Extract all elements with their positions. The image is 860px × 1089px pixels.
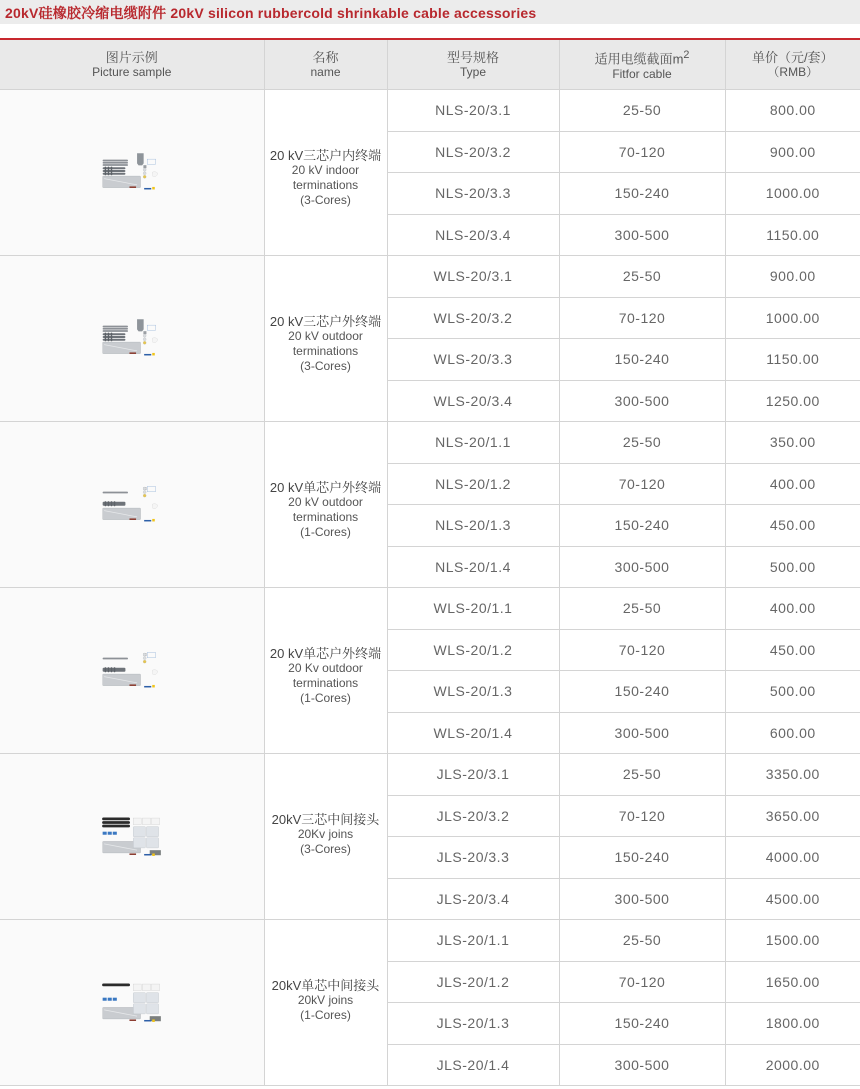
title-bar: [0, 0, 860, 24]
unit-price: 2000.00: [725, 1044, 860, 1086]
unit-price: 450.00: [725, 629, 860, 671]
product-name-en: 20Kv joins: [297, 827, 354, 841]
cable-section: 70-120: [559, 961, 725, 1003]
model-type: NLS-20/3.4: [387, 214, 559, 256]
model-type: NLS-20/3.2: [387, 131, 559, 173]
unit-price: 1000.00: [725, 297, 860, 339]
product-name-zh: 20kV单芯中间接头: [271, 978, 380, 993]
model-type: WLS-20/1.2: [387, 629, 559, 671]
product-name-en: terminations: [292, 510, 359, 524]
unit-price: 450.00: [725, 505, 860, 547]
model-type: JLS-20/3.1: [387, 754, 559, 796]
product-name-en: (3-Cores): [300, 359, 351, 373]
col-header-price: 单价（元/套） （RMB）: [725, 40, 860, 90]
product-name-zh: 20 kV三芯户内终端: [269, 148, 382, 163]
cable-section: 25-50: [559, 754, 725, 796]
unit-price: 3350.00: [725, 754, 860, 796]
product-photo: [0, 920, 264, 1086]
cable-section: 150-240: [559, 339, 725, 381]
unit-price: 400.00: [725, 588, 860, 630]
page-title: 20kV硅橡胶冷缩电缆附件 20kV silicon rubbercold shrinkable cable accessories: [5, 5, 537, 21]
table-body: [0, 90, 860, 1086]
cable-section: 70-120: [559, 629, 725, 671]
unit-price: 1650.00: [725, 961, 860, 1003]
model-type: WLS-20/3.1: [387, 256, 559, 298]
table-header-row: [0, 40, 860, 90]
table-row: [0, 920, 860, 962]
unit-price: 3650.00: [725, 795, 860, 837]
product-name: [264, 90, 387, 256]
product-name-en: (3-Cores): [300, 842, 351, 856]
model-type: WLS-20/1.4: [387, 712, 559, 754]
product-name-zh: 20 kV单芯户外终端: [269, 480, 382, 495]
cable-section: 300-500: [559, 1044, 725, 1086]
model-type: JLS-20/1.4: [387, 1044, 559, 1086]
cable-section: 25-50: [559, 588, 725, 630]
model-type: WLS-20/3.4: [387, 380, 559, 422]
model-type: NLS-20/1.2: [387, 463, 559, 505]
product-name-en: 20kV joins: [297, 993, 354, 1007]
model-type: JLS-20/3.2: [387, 795, 559, 837]
table-row: [0, 422, 860, 464]
price-table: [0, 40, 860, 1086]
model-type: WLS-20/1.3: [387, 671, 559, 713]
cable-section: 150-240: [559, 173, 725, 215]
model-type: JLS-20/1.1: [387, 920, 559, 962]
model-type: NLS-20/3.3: [387, 173, 559, 215]
unit-price: 900.00: [725, 131, 860, 173]
product-name: [264, 754, 387, 920]
product-name-en: 20 kV indoor: [291, 163, 360, 177]
cable-section: 25-50: [559, 920, 725, 962]
model-type: NLS-20/1.4: [387, 546, 559, 588]
model-type: JLS-20/1.2: [387, 961, 559, 1003]
unit-price: 500.00: [725, 546, 860, 588]
unit-price: 1250.00: [725, 380, 860, 422]
product-kit-illustration: [3, 484, 261, 525]
table-row: [0, 256, 860, 298]
model-type: JLS-20/1.3: [387, 1003, 559, 1045]
col-header-name: 名称 name: [264, 40, 387, 90]
product-photo: [0, 90, 264, 256]
table-row: [0, 754, 860, 796]
product-name: [264, 920, 387, 1086]
product-kit-illustration: [3, 318, 261, 359]
cable-section: 300-500: [559, 380, 725, 422]
product-kit-illustration: [3, 650, 261, 691]
model-type: NLS-20/3.1: [387, 90, 559, 132]
product-photo: [0, 422, 264, 588]
unit-price: 400.00: [725, 463, 860, 505]
product-name: [264, 422, 387, 588]
product-name-zh: 20kV三芯中间接头: [271, 812, 380, 827]
unit-price: 4500.00: [725, 878, 860, 920]
product-name-en: 20 Kv outdoor: [288, 661, 363, 675]
unit-price: 350.00: [725, 422, 860, 464]
cable-section: 25-50: [559, 256, 725, 298]
product-photo: [0, 588, 264, 754]
col-header-picture: 图片示例 Picture sample: [0, 40, 264, 90]
model-type: WLS-20/3.2: [387, 297, 559, 339]
product-name-en: 20 kV outdoor: [288, 329, 363, 343]
unit-price: 1150.00: [725, 339, 860, 381]
table-row: [0, 90, 860, 132]
unit-price: 600.00: [725, 712, 860, 754]
unit-price: 900.00: [725, 256, 860, 298]
cable-section: 150-240: [559, 1003, 725, 1045]
cable-section: 70-120: [559, 131, 725, 173]
unit-price: 800.00: [725, 90, 860, 132]
product-name: [264, 588, 387, 754]
table-row: [0, 588, 860, 630]
product-name-en: 20 kV outdoor: [288, 495, 363, 509]
cable-section: 150-240: [559, 671, 725, 713]
unit-price: 1800.00: [725, 1003, 860, 1045]
product-name-en: (3-Cores): [300, 193, 351, 207]
unit-price: 1000.00: [725, 173, 860, 215]
model-type: NLS-20/1.1: [387, 422, 559, 464]
model-type: WLS-20/1.1: [387, 588, 559, 630]
product-name-en: (1-Cores): [300, 525, 351, 539]
cable-section: 70-120: [559, 795, 725, 837]
product-kit-illustration: [3, 982, 261, 1023]
model-type: JLS-20/3.3: [387, 837, 559, 879]
col-header-fit: 适用电缆截面$m^2$ Fitfor cable: [559, 40, 725, 90]
unit-price: 1500.00: [725, 920, 860, 962]
product-name: [264, 256, 387, 422]
cable-section: 300-500: [559, 214, 725, 256]
product-name-en: terminations: [292, 676, 359, 690]
product-name-zh: 20 kV三芯户外终端: [269, 314, 382, 329]
product-name-en: terminations: [292, 344, 359, 358]
product-kit-illustration: [3, 152, 261, 193]
unit-price: 1150.00: [725, 214, 860, 256]
cable-section: 300-500: [559, 712, 725, 754]
product-name-en: (1-Cores): [300, 1008, 351, 1022]
product-name-en: (1-Cores): [300, 691, 351, 705]
cable-section: 300-500: [559, 878, 725, 920]
cable-section: 25-50: [559, 422, 725, 464]
product-kit-illustration: [3, 816, 261, 857]
product-name-zh: 20 kV单芯户外终端: [269, 646, 382, 661]
product-name-en: terminations: [292, 178, 359, 192]
cable-section: 300-500: [559, 546, 725, 588]
product-photo: [0, 754, 264, 920]
model-type: WLS-20/3.3: [387, 339, 559, 381]
model-type: JLS-20/3.4: [387, 878, 559, 920]
cable-section: 70-120: [559, 463, 725, 505]
unit-price: 500.00: [725, 671, 860, 713]
model-type: NLS-20/1.3: [387, 505, 559, 547]
cable-section: 70-120: [559, 297, 725, 339]
cable-section: 25-50: [559, 90, 725, 132]
unit-price: 4000.00: [725, 837, 860, 879]
product-photo: [0, 256, 264, 422]
cable-section: 150-240: [559, 505, 725, 547]
cable-section: 150-240: [559, 837, 725, 879]
col-header-type: 型号规格 Type: [387, 40, 559, 90]
